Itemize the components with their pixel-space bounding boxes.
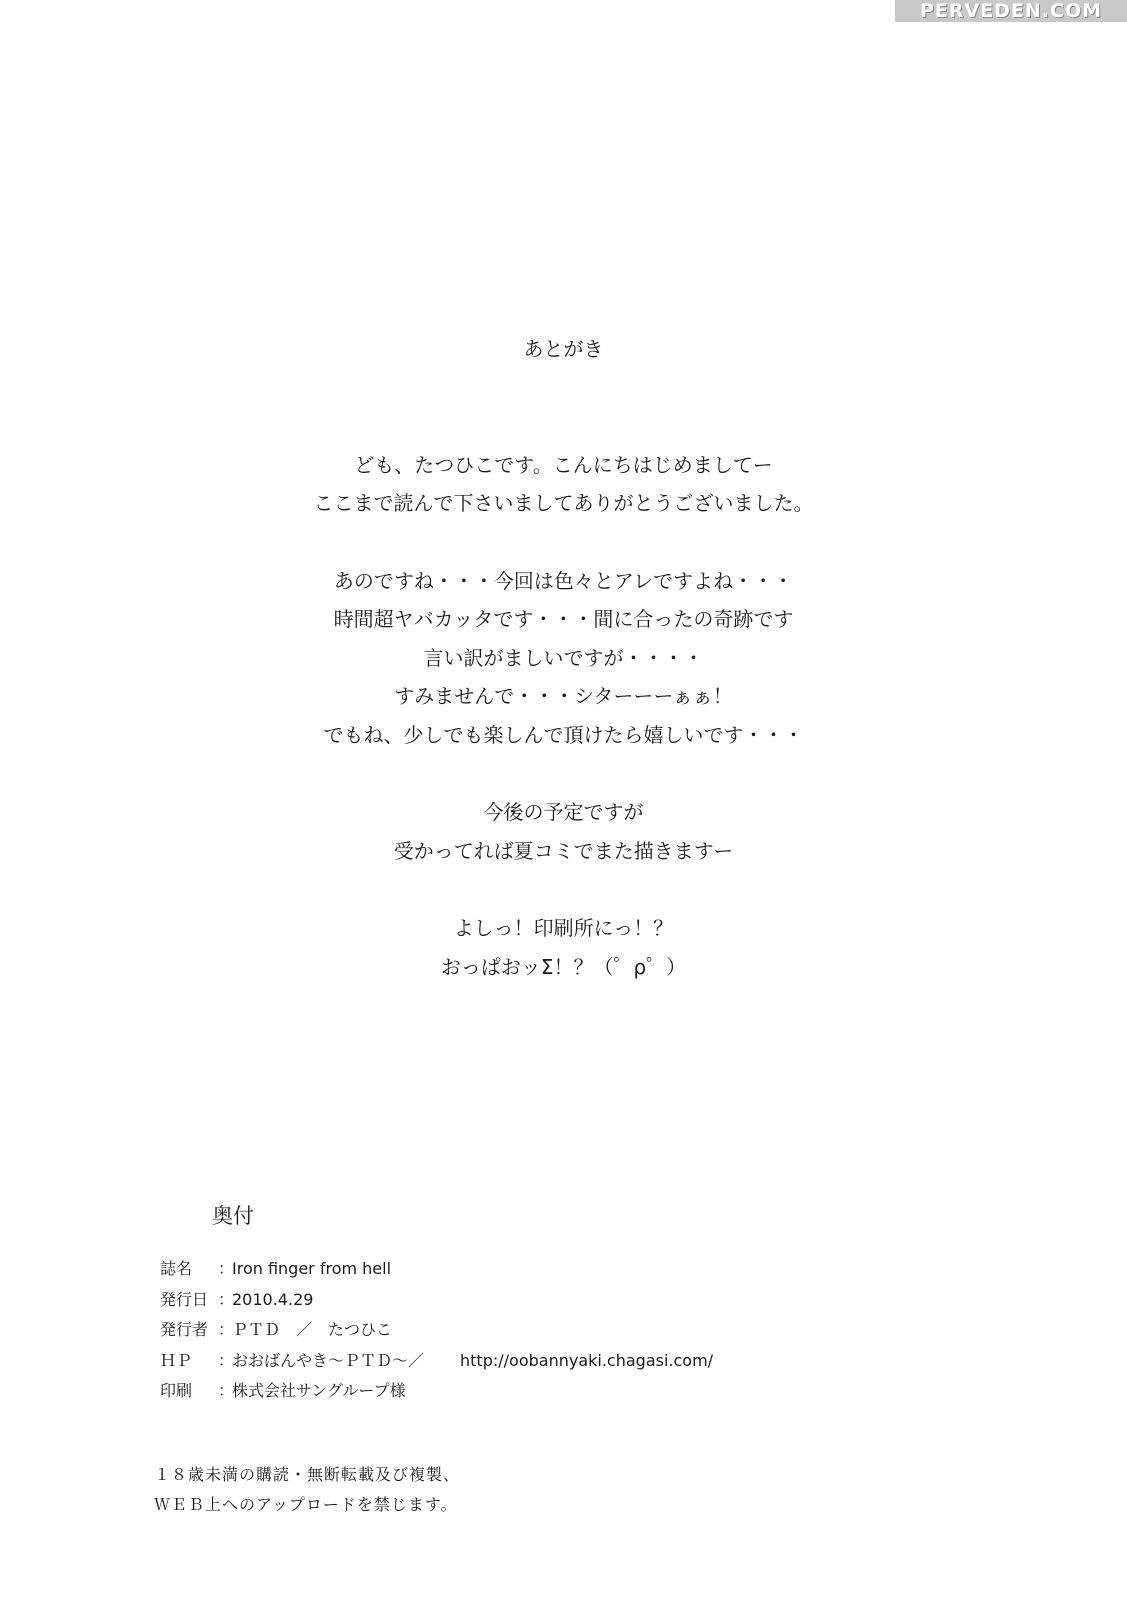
colophon-separator: ： (218, 1381, 235, 1400)
colophon-separator: ： (218, 1320, 235, 1339)
colophon-label: 印刷 (160, 1381, 193, 1400)
colophon-separator: ： (218, 1350, 235, 1370)
colophon-value: ＰＴＤ ／ たつひこ (232, 1320, 393, 1339)
colophon-label: ＨＰ (160, 1350, 193, 1370)
colophon-label: 発行者 (160, 1320, 209, 1339)
colophon-separator: ： (218, 1259, 235, 1278)
afterword-line: よしっ！印刷所にっ！？ (453, 915, 674, 940)
colophon-value: 2010.4.29 (232, 1289, 314, 1309)
afterword-line: でもね、少しでも楽しんで頂けたら嬉しいです・・・ (323, 722, 804, 747)
afterword-line: 時間超ヤバカッタです・・・間に合ったの奇跡です (333, 607, 794, 632)
colophon-value: おおばんやき～ＰＴＤ～／ (232, 1350, 425, 1370)
afterword-line: おっぱおッΣ！？（゜ρ゜） (440, 954, 687, 979)
afterword-line: すみませんで・・・シターーーぁぁ！ (394, 684, 733, 709)
afterword-line: ども、たつひこです。こんにちはじめましてー (354, 452, 773, 477)
colophon-label: 誌名 (160, 1259, 193, 1278)
colophon-row-printer (160, 1376, 713, 1407)
legal-notice (154, 1460, 460, 1520)
afterword-line: あのですね・・・今回は色々とアレですよね・・・ (333, 568, 794, 593)
colophon-value: 株式会社サングループ様 (232, 1381, 406, 1400)
afterword-line: 今後の予定ですが (483, 800, 644, 825)
afterword-line: 言い訳がましいですが・・・・ (423, 645, 704, 670)
homepage-url: http://oobannyaki.chagasi.com/ (460, 1350, 714, 1370)
colophon-title: 奥付 (212, 1204, 254, 1228)
colophon-row-title (160, 1254, 713, 1285)
site-watermark: PERVEDEN.COM (895, 0, 1127, 22)
colophon-row-publisher (160, 1315, 713, 1346)
afterword-title: あとがき (523, 337, 604, 361)
colophon-list (160, 1254, 713, 1407)
colophon-row-date (160, 1285, 713, 1316)
afterword-line: ここまで読んで下さいましてありがとうございました。 (313, 491, 814, 516)
colophon-row-homepage (160, 1346, 713, 1377)
notice-line: ＷＥＢ上へのアップロードを禁じます。 (154, 1495, 458, 1514)
afterword-section (0, 330, 1127, 986)
colophon-label: 発行日 (160, 1289, 209, 1309)
colophon-value: Iron finger from hell (232, 1259, 392, 1278)
colophon-separator: ： (218, 1289, 235, 1309)
afterword-line: 受かってれば夏コミでまた描きますー (393, 838, 734, 863)
notice-line: １８歳未満の購読・無断転載及び複製、 (154, 1465, 461, 1484)
